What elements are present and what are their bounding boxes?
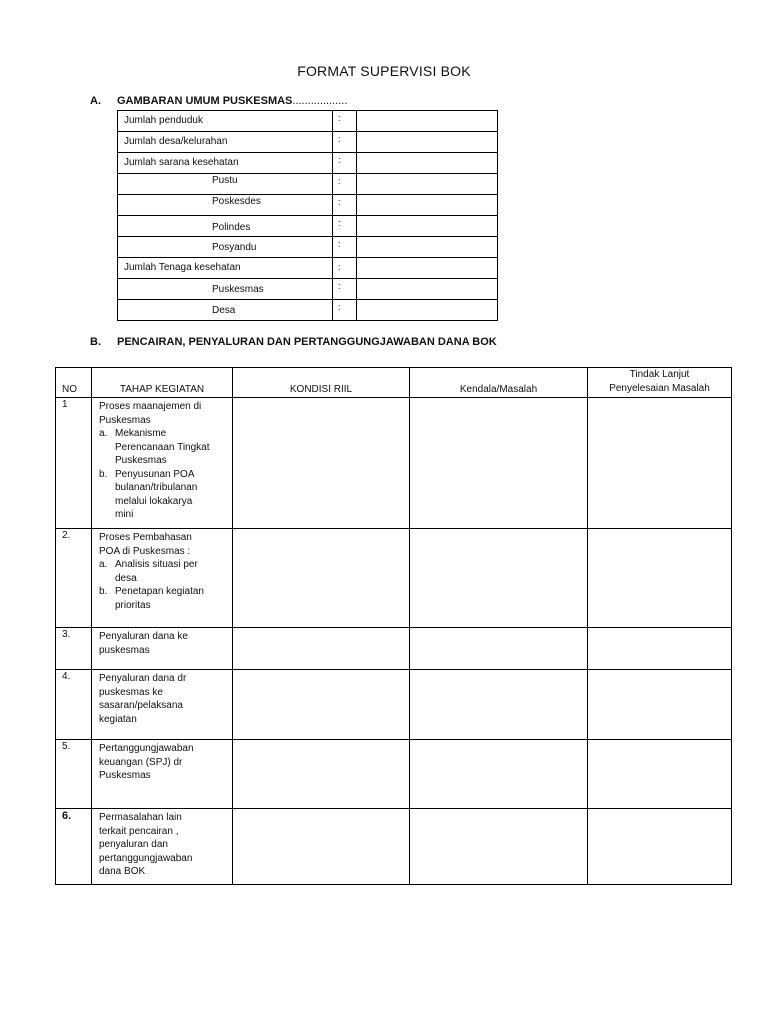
value-cell[interactable]	[357, 237, 498, 258]
activity-line: puskesmas ke	[99, 686, 163, 698]
row-label-cell	[118, 132, 333, 153]
general-overview-table	[117, 110, 498, 321]
section-a-title-text: GAMBARAN UMUM PUSKESMAS	[117, 95, 293, 107]
sub-item-text	[115, 585, 204, 612]
supervision-table	[55, 367, 732, 885]
value-cell[interactable]	[357, 279, 498, 300]
activity-line: terkait pencairan ,	[99, 825, 179, 837]
row-label-cell	[118, 300, 333, 321]
tindak-lanjut-cell[interactable]	[588, 809, 732, 885]
kendala-cell[interactable]	[410, 628, 588, 670]
activity-cell	[92, 529, 233, 628]
row-label-cell	[118, 279, 333, 300]
row-label-cell	[118, 237, 333, 258]
table-row	[118, 174, 498, 195]
col-header-kondisi: KONDISI RIIL	[233, 368, 410, 398]
colon: :	[338, 302, 341, 312]
colon: :	[338, 239, 341, 249]
tindak-lanjut-cell[interactable]	[588, 398, 732, 529]
sub-item-marker: a.	[99, 428, 108, 439]
document-title: FORMAT SUPERVISI BOK	[297, 63, 471, 79]
table-row	[56, 740, 732, 809]
kondisi-cell[interactable]	[233, 628, 410, 670]
sub-item-text	[115, 558, 198, 585]
sub-item-marker: b.	[99, 468, 108, 480]
row-label: Polindes	[212, 222, 251, 233]
table-row	[118, 111, 498, 132]
table-row	[56, 628, 732, 670]
sub-item-line: Puskesmas	[115, 455, 167, 466]
value-cell[interactable]	[357, 111, 498, 132]
colon-cell	[333, 279, 357, 300]
activity-cell	[92, 809, 233, 885]
row-number: 5.	[56, 740, 92, 809]
row-label: Pustu	[212, 175, 238, 186]
kendala-cell[interactable]	[410, 529, 588, 628]
sub-item-line: mini	[115, 509, 134, 520]
activity-line: POA di Puskesmas :	[99, 545, 191, 557]
kendala-cell[interactable]	[410, 670, 588, 740]
section-b-letter: B.	[90, 336, 101, 348]
table-row	[118, 195, 498, 216]
row-number: 3.	[56, 628, 92, 670]
colon: :	[338, 281, 341, 291]
colon: :	[338, 218, 341, 228]
row-label: Jumlah desa/kelurahan	[124, 136, 228, 147]
colon-cell	[333, 216, 357, 237]
sub-item-line: Penyusunan POA	[115, 468, 195, 480]
activity-line: Puskesmas	[99, 414, 151, 426]
section-a-heading	[90, 95, 490, 109]
colon: :	[338, 262, 341, 272]
sub-item-a	[99, 558, 228, 585]
kendala-cell[interactable]	[410, 398, 588, 529]
kondisi-cell[interactable]	[233, 809, 410, 885]
colon-cell	[333, 153, 357, 174]
table-row	[118, 237, 498, 258]
colon: :	[338, 197, 341, 207]
value-cell[interactable]	[357, 258, 498, 279]
sub-item-marker: b.	[99, 586, 108, 597]
colon: :	[338, 113, 341, 123]
value-cell[interactable]	[357, 195, 498, 216]
kondisi-cell[interactable]	[233, 740, 410, 809]
kondisi-cell[interactable]	[233, 398, 410, 529]
sub-item-a	[99, 427, 228, 468]
colon: :	[338, 155, 341, 165]
table-row	[56, 398, 732, 529]
value-cell[interactable]	[357, 174, 498, 195]
table-row	[118, 279, 498, 300]
row-label-cell	[118, 153, 333, 174]
colon-cell	[333, 258, 357, 279]
col-header-no: NO	[56, 368, 92, 398]
table-row	[118, 153, 498, 174]
table-row	[56, 809, 732, 885]
table-row	[56, 670, 732, 740]
colon-cell	[333, 111, 357, 132]
section-b-heading	[90, 336, 690, 350]
activity-line: pertanggungjawaban	[99, 852, 193, 864]
tindak-line-1: Tindak Lanjut	[629, 369, 690, 380]
colon-cell	[333, 300, 357, 321]
tindak-lanjut-cell[interactable]	[588, 670, 732, 740]
table-row	[118, 258, 498, 279]
row-label-cell	[118, 258, 333, 279]
sub-item-line: Perencanaan Tingkat	[115, 441, 210, 453]
col-header-kendala: Kendala/Masalah	[410, 368, 588, 398]
row-number: 6.	[56, 809, 92, 885]
section-a-dots: ..................	[292, 95, 348, 107]
row-number: 4.	[56, 670, 92, 740]
activity-line: sasaran/pelaksana	[99, 700, 183, 711]
activity-cell	[92, 670, 233, 740]
sub-item-b	[99, 468, 228, 522]
activity-cell	[92, 628, 233, 670]
kendala-cell[interactable]	[410, 809, 588, 885]
row-label: Poskesdes	[212, 196, 261, 207]
value-cell[interactable]	[357, 132, 498, 153]
activity-line: Permasalahan lain	[99, 812, 182, 823]
section-a-title	[117, 95, 347, 107]
sub-item-text	[115, 468, 197, 522]
section-b-title: PENCAIRAN, PENYALURAN DAN PERTANGGUNGJAWABAN DANA BOK	[117, 336, 497, 348]
activity-line: Proses Pembahasan	[99, 532, 192, 543]
row-label-cell	[118, 216, 333, 237]
sub-item-marker: a.	[99, 559, 108, 570]
row-label-cell	[118, 174, 333, 195]
row-label: Posyandu	[212, 242, 257, 253]
sub-item-b	[99, 585, 228, 612]
sub-item-text	[115, 427, 210, 468]
tindak-lanjut-cell[interactable]	[588, 740, 732, 809]
row-label: Jumlah Tenaga kesehatan	[124, 262, 241, 273]
colon-cell	[333, 237, 357, 258]
col-header-tindak-lanjut	[588, 368, 732, 398]
col-header-tahap: TAHAP KEGIATAN	[92, 368, 233, 398]
row-label: Jumlah penduduk	[124, 115, 203, 126]
activity-line: penyaluran dan	[99, 839, 168, 850]
table-row	[118, 132, 498, 153]
activity-line: keuangan (SPJ) dr	[99, 756, 183, 768]
kondisi-cell[interactable]	[233, 670, 410, 740]
activity-line: Penyaluran dana ke	[99, 631, 188, 642]
activity-cell	[92, 740, 233, 809]
activity-line: Proses maanajemen di	[99, 401, 202, 412]
sub-item-line: melalui lokakarya	[115, 495, 193, 507]
activity-line: Pertanggungjawaban	[99, 743, 194, 754]
colon-cell	[333, 174, 357, 195]
activity-line: kegiatan	[99, 713, 137, 725]
row-number: 2.	[56, 529, 92, 628]
tindak-lanjut-cell[interactable]	[588, 628, 732, 670]
sub-item-line: Mekanisme	[115, 428, 167, 439]
sub-item-line: Penetapan kegiatan	[115, 586, 204, 597]
activity-line: Penyaluran dana dr	[99, 673, 187, 684]
row-label: Desa	[212, 305, 236, 316]
table-row	[56, 529, 732, 628]
sub-item-line: Analisis situasi per	[115, 559, 198, 570]
activity-cell	[92, 398, 233, 529]
row-number: 1	[56, 398, 92, 529]
table-row	[118, 216, 498, 237]
row-label-cell	[118, 195, 333, 216]
activity-line: dana BOK	[99, 866, 146, 877]
sub-item-line: prioritas	[115, 599, 151, 611]
colon-cell	[333, 195, 357, 216]
sub-item-line: bulanan/tribulanan	[115, 482, 198, 493]
colon: :	[338, 134, 341, 144]
row-label-cell	[118, 111, 333, 132]
colon-cell	[333, 132, 357, 153]
row-label: Puskesmas	[212, 284, 264, 295]
value-cell[interactable]	[357, 216, 498, 237]
kondisi-cell[interactable]	[233, 529, 410, 628]
colon: :	[338, 176, 341, 186]
table-header-row	[56, 368, 732, 398]
kendala-cell[interactable]	[410, 740, 588, 809]
value-cell[interactable]	[357, 153, 498, 174]
activity-line: Puskesmas	[99, 770, 151, 781]
tindak-line-2: Penyelesaian Masalah	[609, 382, 710, 394]
tindak-lanjut-cell[interactable]	[588, 529, 732, 628]
row-label: Jumlah sarana kesehatan	[124, 157, 239, 168]
section-a-letter: A.	[90, 95, 101, 107]
table-row	[118, 300, 498, 321]
activity-line: puskesmas	[99, 644, 150, 656]
value-cell[interactable]	[357, 300, 498, 321]
sub-item-line: desa	[115, 572, 137, 584]
